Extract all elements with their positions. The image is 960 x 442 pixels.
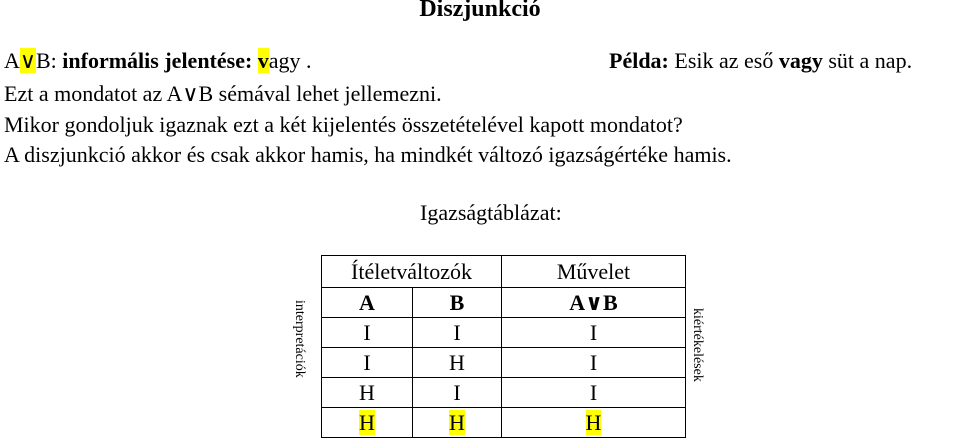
question-line: Mikor gondoljuk igaznak ezt a két kijelentés összetételével kapott mondatot? xyxy=(4,112,683,137)
table-row xyxy=(322,318,686,348)
group-header-operation: Művelet xyxy=(502,256,686,288)
definition-line xyxy=(4,48,312,74)
cell-a: I xyxy=(322,318,413,348)
truth-table xyxy=(321,255,686,438)
example-label: Példa: xyxy=(609,48,669,73)
cell-b: I xyxy=(413,318,502,348)
column-header-b: B xyxy=(413,288,502,318)
page-title: Diszjunkció xyxy=(419,0,541,22)
table-column-header-row xyxy=(322,288,686,318)
cell-result: H xyxy=(502,408,686,438)
rule-line: A diszjunkció akkor és csak akkor hamis, ha mindkét változó igazságértéke hamis. xyxy=(4,142,732,167)
cell-result: I xyxy=(502,378,686,408)
table-row xyxy=(322,378,686,408)
column-header-result: A∨B xyxy=(502,288,686,318)
table-caption: Igazságtáblázat: xyxy=(420,200,562,225)
side-label-evaluations: kiértékelések xyxy=(690,308,705,382)
cell-a: H xyxy=(322,378,413,408)
var-a: A xyxy=(4,48,20,73)
example-bold: vagy xyxy=(778,48,823,73)
example-line xyxy=(609,48,912,74)
example-post: süt a nap. xyxy=(822,48,913,73)
cell-a: I xyxy=(322,348,413,378)
side-label-interpretations: interpretációk xyxy=(292,300,307,378)
table-group-header-row xyxy=(322,256,686,288)
table-row xyxy=(322,348,686,378)
cell-b: H xyxy=(413,348,502,378)
v-letter: v xyxy=(257,48,269,73)
cell-a: H xyxy=(322,408,413,438)
column-header-a: A xyxy=(322,288,413,318)
schema-line: Ezt a mondatot az A∨B sémával lehet jellemezni. xyxy=(4,81,442,106)
cell-result: I xyxy=(502,348,686,378)
or-symbol: ∨ xyxy=(19,48,36,73)
meaning-label: informális jelentése: xyxy=(62,48,258,73)
group-header-variables: Ítéletváltozók xyxy=(322,256,502,288)
table-row-highlighted xyxy=(322,408,686,438)
var-b: B: xyxy=(36,48,63,73)
example-pre: Esik az eső xyxy=(668,48,779,73)
cell-b: I xyxy=(413,378,502,408)
meaning-rest: agy . xyxy=(268,48,312,73)
cell-b: H xyxy=(413,408,502,438)
cell-result: I xyxy=(502,318,686,348)
